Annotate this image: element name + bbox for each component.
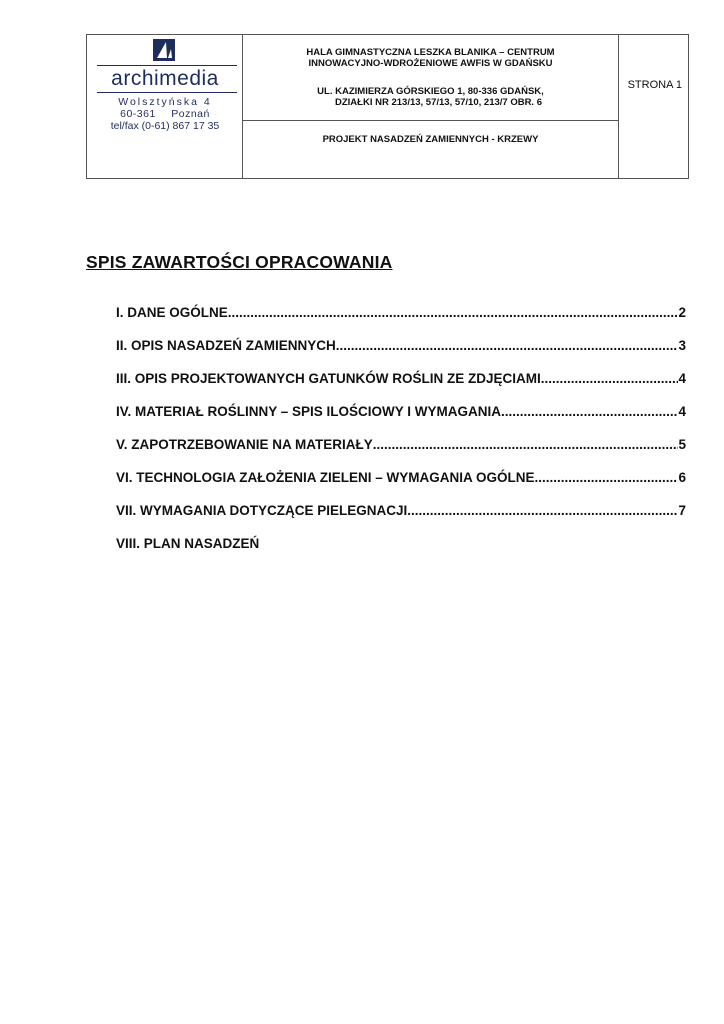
toc-entry-label: V. ZAPOTRZEBOWANIE NA MATERIAŁY: [116, 437, 373, 452]
toc-dot-leader: [336, 338, 679, 353]
toc-entry-8[interactable]: [116, 536, 686, 556]
toc-entry-label: VIII. PLAN NASADZEŃ: [116, 536, 260, 551]
toc-dot-leader: [501, 404, 678, 419]
toc-entry-label: III. OPIS PROJEKTOWANYCH GATUNKÓW ROŚLIN ZE ZDJĘCIAMI: [116, 371, 541, 386]
toc-entry-4[interactable]: [116, 404, 686, 424]
project-address-line-1: UL. KAZIMIERZA GÓRSKIEGO 1, 80-336 GDAŃSK,: [317, 86, 544, 97]
toc-entry-1[interactable]: [116, 305, 686, 325]
toc-dot-leader: [407, 503, 678, 518]
project-address-line-2: DZIAŁKI NR 213/13, 57/13, 57/10, 213/7 OBR. 6: [335, 97, 542, 108]
project-name-line-1: HALA GIMNASTYCZNA LESZKA BLANIKA – CENTRUM: [306, 47, 555, 58]
toc-entry-page: 4: [678, 404, 686, 419]
document-type-block: [243, 121, 618, 178]
logo-rule-bottom: [97, 92, 237, 93]
project-name-block: [243, 35, 618, 121]
company-street: Wolsztyńska 4: [118, 96, 212, 108]
toc-dot-leader: [228, 305, 679, 320]
document-header: [86, 34, 689, 179]
toc-entry-6[interactable]: [116, 470, 686, 490]
toc-entry-label: VII. WYMAGANIA DOTYCZĄCE PIELEGNACJI: [116, 503, 408, 518]
toc-entry-page: 4: [678, 371, 686, 386]
project-name-line-2: INNOWACYJNO-WDROŻENIOWE AWFIS W GDAŃSKU: [308, 58, 553, 69]
document-subtitle: PROJEKT NASADZEŃ ZAMIENNYCH - KRZEWY: [322, 134, 539, 145]
toc-entry-7[interactable]: [116, 503, 686, 523]
toc-entry-5[interactable]: [116, 437, 686, 457]
toc-entry-page: 5: [678, 437, 686, 452]
archimedia-logo-icon: [153, 39, 175, 61]
toc-entry-page: 6: [678, 470, 686, 485]
toc-entry-label: IV. MATERIAŁ ROŚLINNY – SPIS ILOŚCIOWY I WYMAGANIA: [116, 404, 502, 419]
company-city: 60-361 Poznań: [120, 108, 210, 120]
toc-dot-leader: [373, 437, 679, 452]
project-info-cell: [243, 35, 619, 178]
page-number: STRONA 1: [627, 79, 682, 91]
toc-entry-label: I. DANE OGÓLNE: [116, 305, 228, 320]
page-number-cell: [619, 35, 688, 178]
toc-entry-page: 7: [678, 503, 686, 518]
toc-entry-2[interactable]: [116, 338, 686, 358]
toc-entry-3[interactable]: [116, 371, 686, 391]
toc-dot-leader: [541, 371, 679, 386]
toc-entry-label: II. OPIS NASADZEŃ ZAMIENNYCH: [116, 338, 336, 353]
toc-entry-label: VI. TECHNOLOGIA ZAŁOŻENIA ZIELENI – WYMAGANIA OGÓLNE: [116, 470, 535, 485]
logo-text: archimedia: [111, 67, 219, 90]
logo-rule-top: [97, 65, 237, 66]
toc-entry-page: 2: [678, 305, 686, 320]
company-phone: tel/fax (0-61) 867 17 35: [110, 120, 220, 132]
page-title: SPIS ZAWARTOŚCI OPRACOWANIA: [86, 252, 393, 272]
toc-entry-page: 3: [678, 338, 686, 353]
toc-dot-leader: [535, 470, 679, 485]
logo-cell: [87, 35, 243, 178]
